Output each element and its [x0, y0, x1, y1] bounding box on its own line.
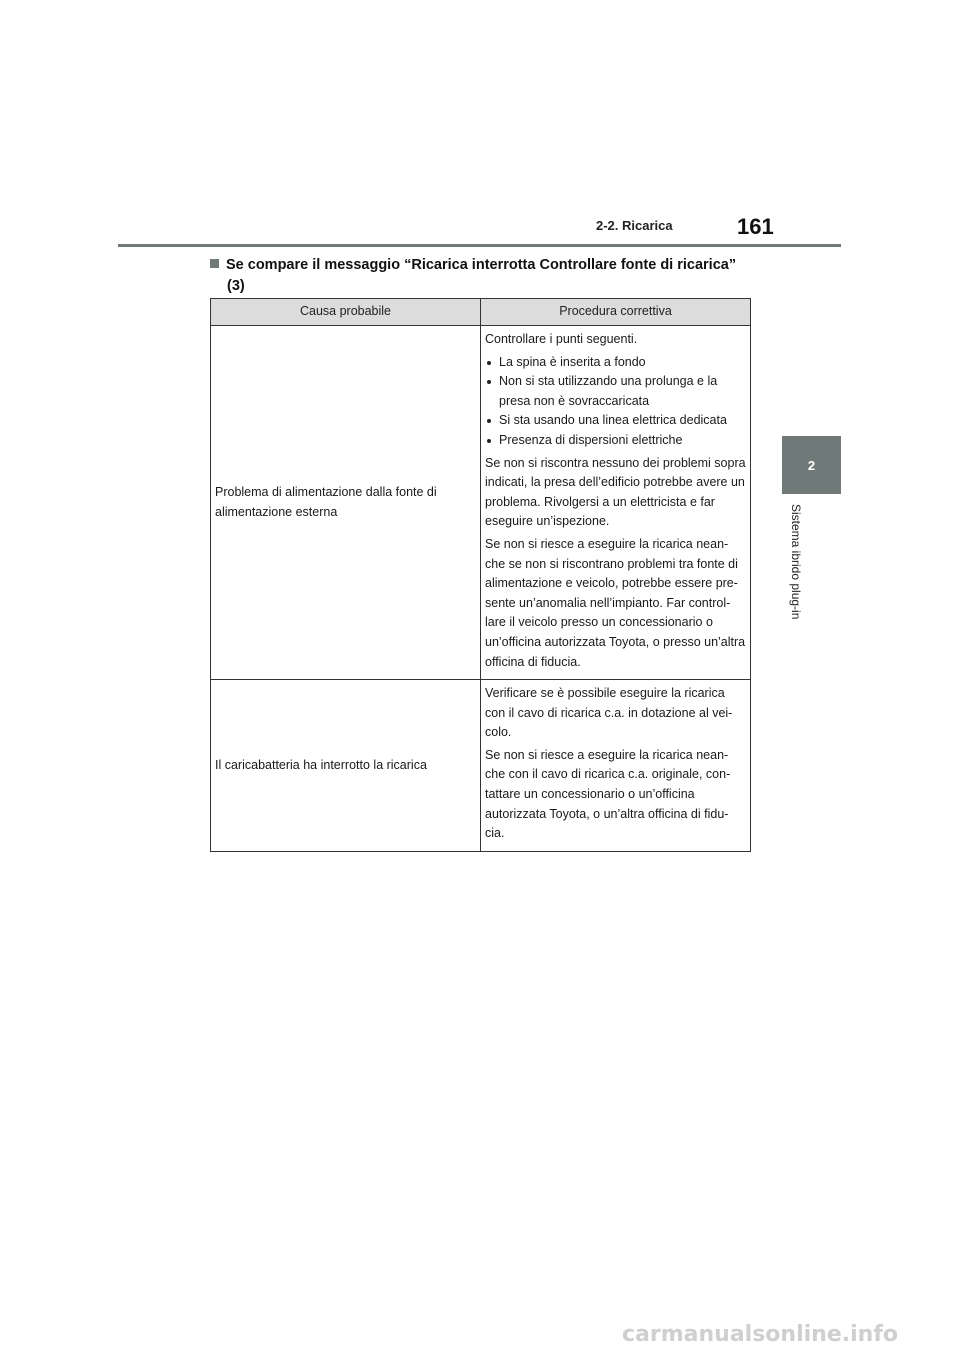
column-header-procedure: Procedura correttiva: [481, 299, 751, 326]
procedure-paragraph: Se non si riscontra nessuno dei problemi sopra indicati, la presa dell’edificio potrebbe avere un problema. Rivolgersi a un elettricista e far eseguire un’ispezione.: [485, 455, 746, 529]
procedure-paragraph: Se non si riesce a eseguire la ricarica nean-che con il cavo di ricarica c.a. originale, con-tattare un concessionario o un’officina autorizzata Toyota, o un’altra officina di fidu-cia.: [485, 747, 731, 841]
table-header-row: [211, 299, 751, 326]
procedure-cell: [481, 680, 751, 852]
table-row: [211, 326, 751, 680]
check-list: [485, 353, 746, 451]
procedure-cell: [481, 326, 751, 680]
running-header-section: 2-2. Ricarica: [596, 218, 673, 233]
procedure-paragraph: Se non si riesce a eseguire la ricarica nean-che se non si riscontrano problemi tra fonte di alimentazione e veicolo, potrebbe essere pre-sente un’anomalia nell’impianto. Far control-lare il veicolo presso un concessionario o un’officina autorizzata Toyota, o presso un’altra officina di fiducia.: [485, 536, 746, 669]
square-bullet-icon: [210, 259, 219, 268]
page-number: 161: [737, 214, 774, 239]
chapter-title-vertical: Sistema ibrido plug-in: [789, 504, 803, 620]
troubleshooting-table: [210, 298, 751, 852]
list-item: Non si sta utilizzando una prolunga e la presa non è sovraccaricata: [485, 372, 746, 411]
section-heading-line1: Se compare il messaggio “Ricarica interrotta Controllare fonte di ricarica”: [226, 257, 737, 273]
section-heading-line2: (3): [227, 278, 245, 294]
chapter-tab: [782, 436, 841, 494]
column-header-cause: Causa probabile: [211, 299, 481, 326]
header-divider: [118, 244, 841, 247]
cause-cell: Problema di alimentazione dalla fonte di alimentazione esterna: [211, 326, 481, 680]
list-item: Si sta usando una linea elettrica dedicata: [485, 411, 746, 431]
list-item: La spina è inserita a fondo: [485, 353, 746, 373]
section-heading: [210, 255, 770, 297]
procedure-paragraph: Verificare se è possibile eseguire la ricarica con il cavo di ricarica c.a. in dotazione al vei-colo.: [485, 686, 733, 740]
table-row: [211, 680, 751, 852]
procedure-intro: Controllare i punti seguenti.: [485, 332, 638, 346]
list-item: Presenza di dispersioni elettriche: [485, 431, 746, 451]
watermark: carmanualsonline.info: [622, 1322, 898, 1347]
cause-cell: Il caricabatteria ha interrotto la ricarica: [211, 680, 481, 852]
chapter-number: 2: [807, 457, 816, 473]
